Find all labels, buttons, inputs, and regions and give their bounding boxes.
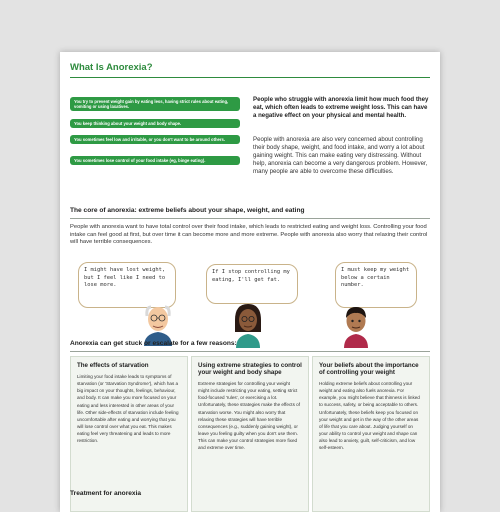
boy-illustration (336, 300, 376, 348)
reason-text: Limiting your food intake leads to symptoms of starvation (or 'Starvation Syndrome'), which has a big impact on your thoughts, feelings, behaviour, and body. It can make you more focused on your eating and less interested in other areas of your life. Other side-effects of starvation include feeling uncomfortable after eating and worrying that you will lose control over what you eat. This makes eating feel very threatening and leads to more restriction. (77, 374, 179, 444)
stuck-divider (70, 351, 430, 352)
reason-box-starvation (70, 356, 188, 512)
reason-box-strategies (191, 356, 309, 512)
reason-text: Holding extreme beliefs about controlling your weight and eating also fuels anorexia. For example, you might believe that thinness is linked to success, safety, or being acceptable to others. Unfortunately, these beliefs keep you focused on your weight and get in the way of the other areas of life that you care about. Judging yourself on your ability to control your weight and shape can also lead to anxiety, guilt, self-criticism, and low self-esteem. (319, 381, 420, 451)
treatment-heading: Treatment for anorexia (70, 490, 142, 497)
sign-pill-3: You sometimes feel low and irritable, or you don't want to be around others. (70, 135, 240, 144)
core-divider (70, 218, 430, 219)
sign-pill-2: You keep thinking about your weight and body shape. (70, 119, 240, 128)
reason-text: Extreme strategies for controlling your weight might include restricting your eating, setting strict food-focused 'rules', or exercising a lot. Unfortunately, these strategies make the effects of starvation worse. You might also worry that relaxing these strategies will have terrible consequences (e.g., suddenly gaining weight), or leave you feeling guilty when you don't use them. This can make your control strategies more fixed and extreme over time. (198, 381, 300, 451)
reason-box-beliefs (312, 356, 430, 512)
reason-heading: Using extreme strategies to control your weight and body shape (198, 362, 302, 376)
stuck-heading: Anorexia can get stuck or escalate for a few reasons: (70, 340, 237, 347)
speech-bubble-3: I must keep my weight below a certain number. (335, 262, 417, 308)
older-man-illustration (138, 298, 178, 346)
speech-bubble-2: If I stop controlling my eating, I'll get fat. (206, 264, 298, 304)
reason-heading: The effects of starvation (77, 362, 149, 369)
title-divider (70, 77, 430, 78)
intro-paragraph: People with anorexia are also very concerned about controlling their body shape, weight, and food intake, and worry a lot about gaining weight. This can make eating very distressing. Without help, anorexia can become a very dangerous problem. However, many people are able to overcome these difficulties. (253, 136, 428, 175)
reason-heading: Your beliefs about the importance of controlling your weight (319, 362, 419, 376)
sign-pill-4: You sometimes lose control of your food intake (eg, binge eating). (70, 156, 240, 165)
intro-summary: People who struggle with anorexia limit how much food they eat, which often leads to extreme weight loss. This can have a negative effect on your physical and mental health. (253, 96, 429, 119)
sign-pill-1: You try to prevent weight gain by eating less, having strict rules about eating, vomiting or using laxatives. (70, 97, 240, 111)
speech-bubble-1: I might have lost weight, but I feel like I need to lose more. (78, 262, 176, 308)
worksheet-page (60, 52, 440, 512)
core-heading: The core of anorexia: extreme beliefs about your shape, weight, and eating (70, 207, 305, 214)
core-paragraph: People with anorexia want to have total control over their food intake, which leads to restricted eating and weight loss. Controlling your food intake can feel good at first, but over time it can become more and more extreme. People with anorexia also worry that relaxing their control will have terrible consequences. (70, 224, 428, 246)
page-title: What Is Anorexia? (70, 62, 153, 73)
